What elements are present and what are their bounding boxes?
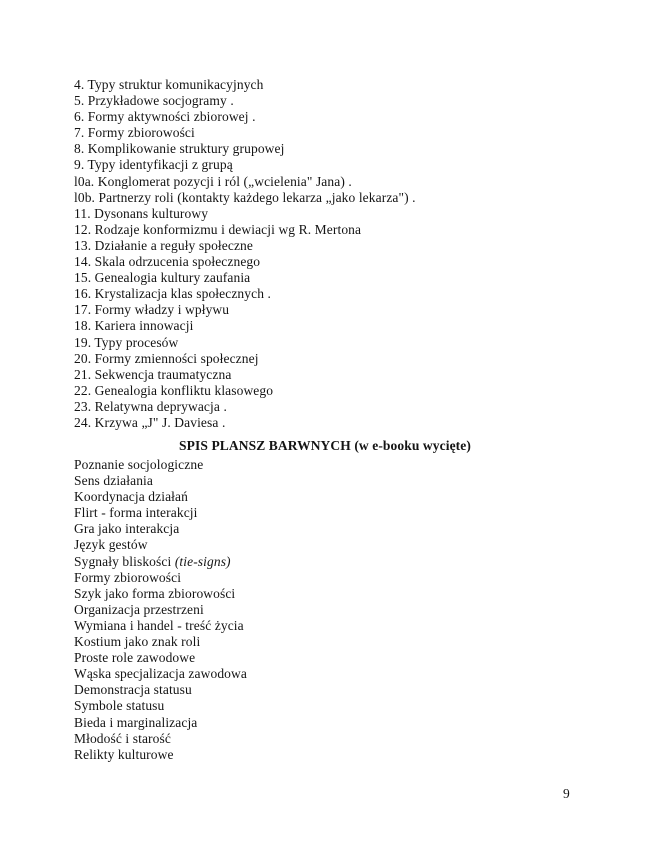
toc-item: l0a. Konglomerat pozycji i ról („wcielenia" Jana) .	[74, 173, 352, 189]
toc-item: Wymiana i handel - treść życia	[74, 617, 244, 633]
toc-item: 6. Formy aktywności zbiorowej .	[74, 109, 256, 125]
toc-item: l0b. Partnerzy roli (kontakty każdego lekarza „jako lekarza") .	[74, 189, 416, 205]
toc-item: 20. Formy zmienności społecznej	[74, 350, 259, 366]
toc-item: 23. Relatywna deprywacja .	[74, 398, 227, 414]
toc-item: Gra jako interakcja	[74, 521, 180, 537]
toc-item: 16. Krystalizacja klas społecznych .	[74, 286, 272, 302]
toc-item: 19. Typy procesów	[74, 334, 179, 350]
toc-item: Szyk jako forma zbiorowości	[74, 585, 236, 601]
toc-item: 17. Formy władzy i wpływu	[74, 302, 230, 318]
toc-item: Symbole statusu	[74, 698, 165, 714]
toc-item: Sygnały bliskości (tie-signs)	[74, 553, 231, 569]
toc-item: Organizacja przestrzeni	[74, 601, 204, 617]
toc-numbered-list	[74, 77, 416, 431]
toc-item-italic-part: (tie-signs)	[174, 553, 231, 569]
toc-item: 5. Przykładowe socjogramy .	[74, 93, 234, 109]
toc-item: 12. Rodzaje konformizmu i dewiacji wg R. Mertona	[74, 221, 362, 237]
toc-item: Bieda i marginalizacja	[74, 714, 198, 730]
toc-item: 4. Typy struktur komunikacyjnych	[74, 77, 264, 92]
toc-item: 21. Sekwencja traumatyczna	[74, 366, 232, 382]
toc-color-plates-list	[74, 457, 247, 763]
toc-item: Poznanie socjologiczne	[74, 457, 204, 472]
toc-item: Koordynacja działań	[74, 489, 188, 505]
toc-item: Wąska specjalizacja zawodowa	[74, 666, 247, 682]
toc-item: 15. Genealogia kultury zaufania	[74, 270, 251, 286]
toc-item: 14. Skala odrzucenia społecznego	[74, 254, 261, 270]
toc-item: Młodość i starość	[74, 730, 171, 746]
toc-item: 9. Typy identyfikacji z grupą	[74, 157, 233, 173]
toc-item: Formy zbiorowości	[74, 569, 182, 585]
toc-item: Demonstracja statusu	[74, 682, 192, 698]
toc-item: 11. Dysonans kulturowy	[74, 205, 209, 221]
section-heading: SPIS PLANSZ BARWNYCH (w e-booku wycięte)	[179, 438, 471, 453]
toc-item: 18. Kariera innowacji	[74, 318, 194, 334]
toc-item: Sens działania	[74, 473, 153, 489]
toc-item: 13. Działanie a reguły społeczne	[74, 237, 253, 253]
toc-item: 8. Komplikowanie struktury grupowej	[74, 141, 285, 157]
toc-item: 24. Krzywa „J" J. Daviesa .	[74, 414, 226, 430]
toc-item: Kostium jako znak roli	[74, 634, 201, 650]
toc-item: 7. Formy zbiorowości	[74, 125, 195, 141]
toc-item: Flirt - forma interakcji	[74, 505, 198, 521]
toc-item: Język gestów	[74, 537, 148, 553]
toc-item: Proste role zawodowe	[74, 650, 196, 666]
page-number: 9	[563, 786, 570, 801]
toc-item: 22. Genealogia konfliktu klasowego	[74, 382, 274, 398]
toc-item: Relikty kulturowe	[74, 746, 174, 762]
